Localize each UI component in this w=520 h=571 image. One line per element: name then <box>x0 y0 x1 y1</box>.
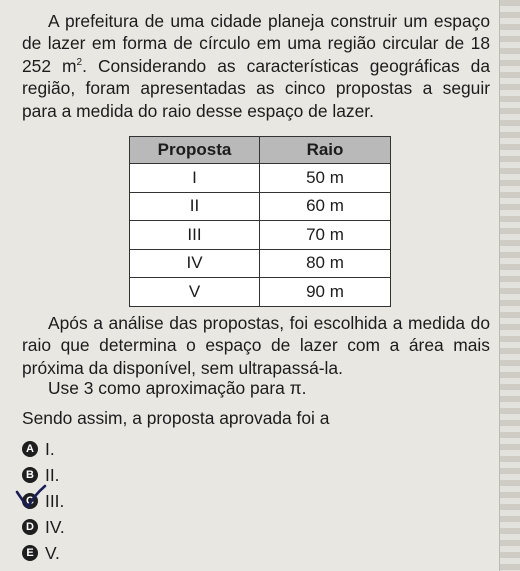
cell-raio: 60 m <box>260 192 391 221</box>
approximation-note: Use 3 como aproximação para π. <box>48 378 307 398</box>
table-row <box>130 221 391 250</box>
option-c[interactable] <box>22 490 64 512</box>
option-text: III. <box>45 490 65 511</box>
option-d[interactable] <box>22 516 65 538</box>
intro-text-after-area: . Considerando as características geográficas da região, foram apresentadas as cinco propostas a seguir para a medida do raio desse espaço de lazer. <box>22 55 491 121</box>
option-letter-badge: C <box>22 493 38 509</box>
option-letter-badge: B <box>22 467 38 483</box>
cell-raio: 50 m <box>260 164 391 193</box>
table-header-row <box>130 137 391 164</box>
option-e[interactable] <box>22 542 60 564</box>
cell-proposta: V <box>130 278 260 307</box>
option-b[interactable] <box>22 464 60 486</box>
option-text: I. <box>45 438 55 459</box>
cell-raio: 70 m <box>260 221 391 250</box>
question-prompt: Sendo assim, a proposta aprovada foi a <box>22 408 330 428</box>
option-letter-badge: D <box>22 519 38 535</box>
table-row <box>130 249 391 278</box>
option-text: II. <box>45 464 60 485</box>
option-text: IV. <box>45 516 65 537</box>
question-intro <box>22 10 490 122</box>
cell-raio: 80 m <box>260 249 391 278</box>
table-row <box>130 278 391 307</box>
cell-proposta: IV <box>130 249 260 278</box>
header-raio: Raio <box>260 137 391 164</box>
intro-text-before-area: A prefeitura de uma cidade planeja construir um espaço de lazer em forma de círculo em uma região circular de 18 252 m <box>22 11 490 76</box>
option-letter-badge: A <box>22 441 38 457</box>
cell-proposta: II <box>130 192 260 221</box>
checkmark-icon <box>14 484 48 514</box>
area-exponent: 2 <box>76 57 83 69</box>
option-text: V. <box>45 542 60 563</box>
analysis-paragraph: Após a análise das propostas, foi escolhida a medida do raio que determina o espaço de lazer com a área mais próxima da disponível, sem ultrapassá-la. <box>22 313 490 378</box>
option-a[interactable] <box>22 438 55 460</box>
option-letter-badge: E <box>22 545 38 561</box>
header-proposta: Proposta <box>130 137 260 164</box>
cell-proposta: III <box>130 221 260 250</box>
table-row <box>130 192 391 221</box>
proposals-table <box>129 136 391 307</box>
table-row <box>130 164 391 193</box>
decorative-page-edge <box>499 0 520 571</box>
cell-raio: 90 m <box>260 278 391 307</box>
cell-proposta: I <box>130 164 260 193</box>
